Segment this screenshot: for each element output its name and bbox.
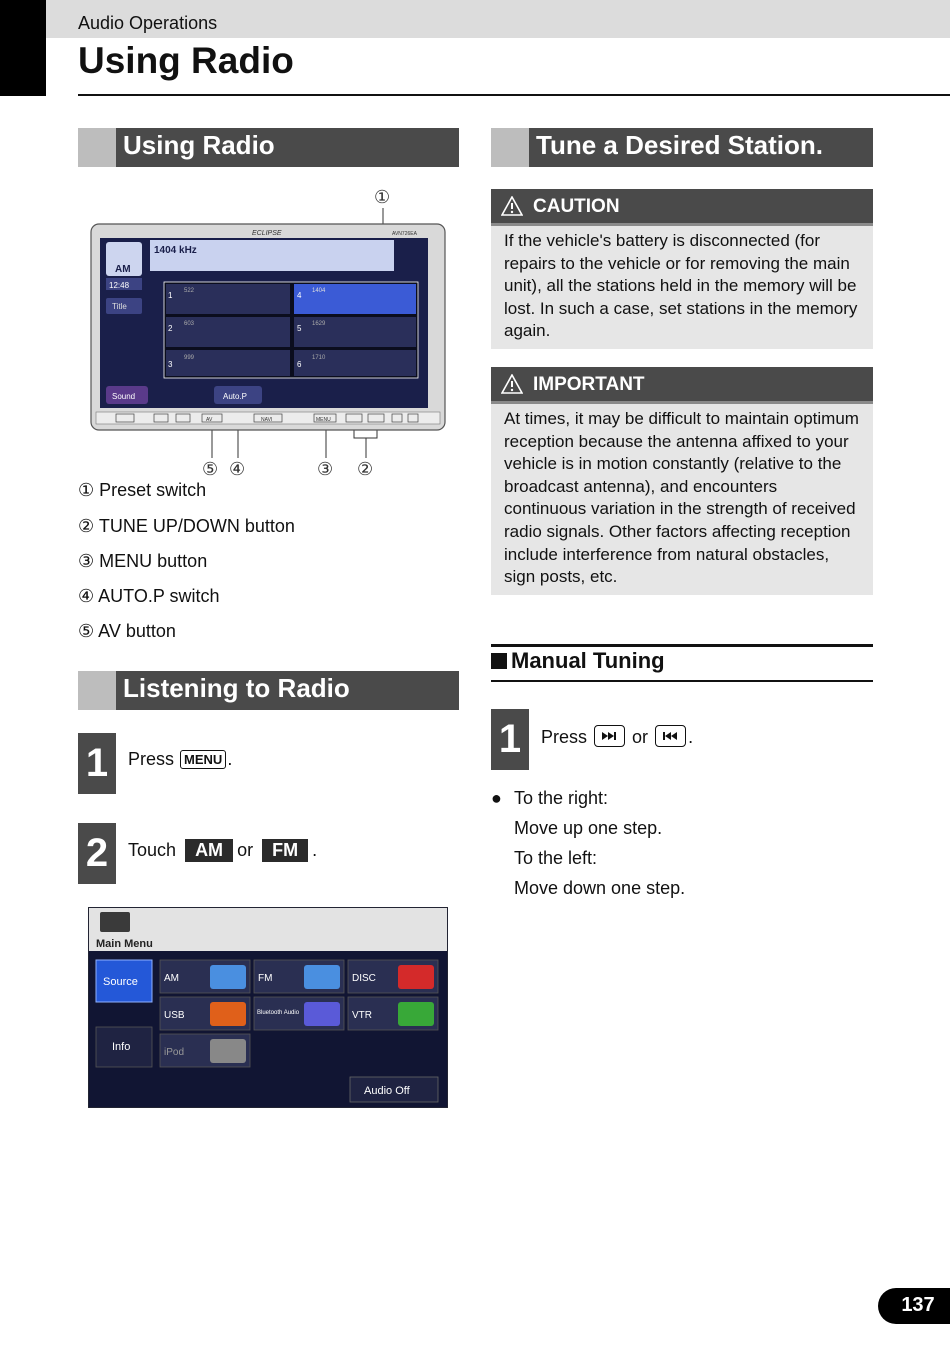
menu-item-am: AM <box>164 973 179 984</box>
important-box <box>491 367 873 595</box>
step-1-text: Press MENU . <box>128 749 233 769</box>
preset-freq-2: 603 <box>184 321 195 327</box>
heading-listening: Listening to Radio <box>78 671 459 710</box>
seek-up-icon <box>594 725 625 747</box>
callout-2: ② <box>357 459 374 479</box>
sound-btn-text: Sound <box>112 392 136 401</box>
am-key: AM <box>185 839 233 862</box>
model-text: AVN726EA <box>392 231 417 237</box>
caution-label: CAUTION <box>533 196 620 217</box>
preset-freq-1: 522 <box>184 288 195 294</box>
manual-step-text: Press or . <box>541 727 694 747</box>
heading-tune: Tune a Desired Station. <box>491 128 873 167</box>
bezel-av: AV <box>206 417 213 423</box>
callout-5: ⑤ <box>202 459 219 479</box>
manual-rule-top <box>491 644 873 647</box>
preset-num-2: 2 <box>168 324 173 333</box>
bezel-menu: MENU <box>316 417 331 423</box>
step-2-text: Touch AM or FM . <box>128 840 318 860</box>
menu-item-fm: FM <box>258 973 273 984</box>
title-rule <box>78 94 950 96</box>
preset-num-6: 6 <box>297 360 302 369</box>
preset-freq-4: 1404 <box>312 288 326 294</box>
menu-info: Info <box>112 1041 131 1053</box>
menu-source: Source <box>103 976 138 988</box>
freq-text: 1404 kHz <box>154 245 197 256</box>
clock-text: 12:48 <box>109 281 130 290</box>
legend-item-1: ① Preset switch <box>78 480 207 500</box>
legend-item-5: ⑤ AV button <box>78 621 176 641</box>
legend-item-3: ③ MENU button <box>78 551 208 571</box>
important-label: IMPORTANT <box>533 374 645 395</box>
autop-btn-text: Auto.P <box>223 392 248 401</box>
warning-icon <box>501 196 523 216</box>
caution-text: If the vehicle's battery is disconnected (for repairs to the vehicle or for removing the main unit), all the stations held in the memory will be lost. In such a case, set stations in the memory again. <box>491 226 873 349</box>
legend-item-4: ④ AUTO.P switch <box>78 586 220 606</box>
corner-tab <box>0 0 46 96</box>
caution-box <box>491 189 873 349</box>
callout-3: ③ <box>317 459 334 479</box>
preset-freq-5: 1629 <box>312 321 326 327</box>
head-unit-illustration <box>90 204 450 466</box>
preset-freq-3: 999 <box>184 355 195 361</box>
manual-rule-bottom <box>491 680 873 682</box>
preset-freq-6: 1710 <box>312 355 326 361</box>
important-text: At times, it may be difficult to maintain optimum reception because the antenna affixed to your vehicle is in motion constantly (relative to the broadcast antenna), and encounters continuous variation in the strength of received radio signals. Other factors affecting reception include interference from natural obstacles, sign posts, etc. <box>491 404 873 595</box>
step-1-number: 1 <box>78 733 116 794</box>
preset-num-1: 1 <box>168 291 173 300</box>
list-item: Move down one step. <box>514 878 686 898</box>
preset-num-4: 4 <box>297 291 302 300</box>
heading-using-radio: Using Radio <box>78 128 459 167</box>
menu-audio-off: Audio Off <box>364 1085 410 1097</box>
preset-num-5: 5 <box>297 324 302 333</box>
main-menu-illustration <box>88 907 448 1108</box>
menu-item-disc: DISC <box>352 973 376 984</box>
list-item: ● To the right: <box>491 788 609 808</box>
manual-step-number: 1 <box>491 709 529 770</box>
title-btn-text: Title <box>112 302 127 311</box>
page-number: 137 <box>878 1288 950 1324</box>
menu-key: MENU <box>180 750 226 769</box>
brand-text: ECLIPSE <box>252 230 282 237</box>
legend-item-2: ② TUNE UP/DOWN button <box>78 516 295 536</box>
menu-item-bluetooth: Bluetooth Audio <box>257 1010 300 1016</box>
step-2-number: 2 <box>78 823 116 884</box>
manual-tuning-title: Manual Tuning <box>491 648 665 674</box>
menu-item-ipod: iPod <box>164 1047 185 1058</box>
menu-item-vtr: VTR <box>352 1010 372 1021</box>
list-item: Move up one step. <box>514 818 663 838</box>
bezel-navi: NAVI <box>261 417 273 423</box>
callout-1: ① <box>374 187 391 207</box>
menu-title: Main Menu <box>96 938 153 950</box>
section-label: Audio Operations <box>78 13 218 33</box>
square-bullet-icon <box>491 653 507 669</box>
tuning-direction-list <box>491 783 685 903</box>
preset-num-3: 3 <box>168 360 173 369</box>
fm-key: FM <box>262 839 308 862</box>
page-title: Using Radio <box>78 40 294 81</box>
callout-4: ④ <box>229 459 246 479</box>
warning-icon <box>501 374 523 394</box>
list-item: To the left: <box>514 848 598 868</box>
menu-item-usb: USB <box>164 1010 185 1021</box>
band-text: AM <box>115 264 131 275</box>
seek-down-icon <box>655 725 686 747</box>
